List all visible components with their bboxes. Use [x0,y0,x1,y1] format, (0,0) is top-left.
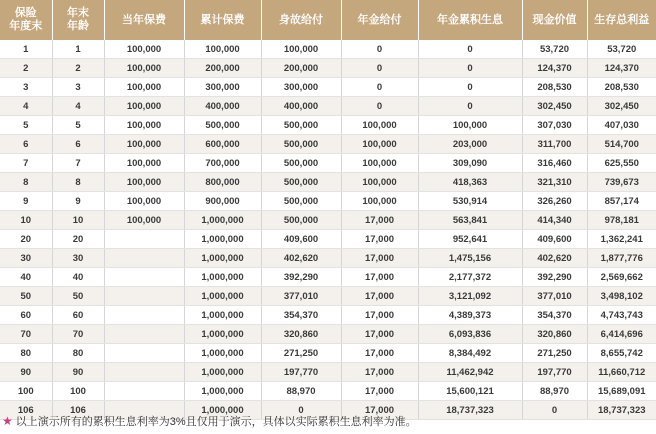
table-cell: 316,460 [522,154,587,173]
table-cell: 600,000 [184,135,261,154]
table-cell: 1 [52,40,104,59]
table-cell: 200,000 [261,59,341,78]
table-cell: 70 [52,325,104,344]
table-cell: 400,000 [261,97,341,116]
table-cell: 17,000 [341,287,418,306]
table-row [0,154,656,173]
table-cell: 2 [0,59,52,78]
table-cell: 0 [418,40,522,59]
table-cell [104,363,184,382]
column-header: 现金价值 [522,0,587,40]
table-cell: 3 [0,78,52,97]
table-cell: 53,720 [522,40,587,59]
table-cell: 208,530 [587,78,656,97]
column-header: 累计保费 [184,0,261,40]
table-cell: 400,000 [184,97,261,116]
table-row [0,211,656,230]
table-cell: 1,000,000 [184,306,261,325]
table-cell: 4,389,373 [418,306,522,325]
column-header: 年金给付 [341,0,418,40]
table-cell [104,344,184,363]
table-cell: 1,000,000 [184,363,261,382]
table-cell: 2 [52,59,104,78]
table-cell: 17,000 [341,211,418,230]
table-cell: 5 [0,116,52,135]
table-cell: 2,569,662 [587,268,656,287]
table-row [0,192,656,211]
table-cell: 100 [52,382,104,401]
table-cell: 500,000 [184,116,261,135]
table-cell: 17,000 [341,344,418,363]
table-cell: 302,450 [587,97,656,116]
table-cell: 8 [0,173,52,192]
table-cell: 321,310 [522,173,587,192]
table-cell: 530,914 [418,192,522,211]
table-cell: 17,000 [341,325,418,344]
table-cell: 409,600 [522,230,587,249]
table-cell: 4 [0,97,52,116]
table-cell: 1,000,000 [184,249,261,268]
table-row [0,249,656,268]
table-cell [104,249,184,268]
table-cell: 100,000 [104,116,184,135]
table-cell: 354,370 [522,306,587,325]
table-cell: 500,000 [261,154,341,173]
table-cell: 900,000 [184,192,261,211]
table-cell: 0 [418,59,522,78]
table-cell: 320,860 [261,325,341,344]
table-cell: 100,000 [104,154,184,173]
table-cell: 100,000 [104,211,184,230]
table-cell: 952,641 [418,230,522,249]
table-cell [104,268,184,287]
table-cell: 1,877,776 [587,249,656,268]
table-cell: 6 [52,135,104,154]
table-cell: 0 [418,78,522,97]
table-cell: 100,000 [104,135,184,154]
table-cell: 0 [418,97,522,116]
table-row [0,135,656,154]
table-cell: 100,000 [104,40,184,59]
table-cell: 124,370 [587,59,656,78]
table-row [0,287,656,306]
table-cell: 53,720 [587,40,656,59]
table-cell: 500,000 [261,173,341,192]
table-cell: 271,250 [522,344,587,363]
table-cell: 1,000,000 [184,382,261,401]
table-cell: 857,174 [587,192,656,211]
table-cell: 203,000 [418,135,522,154]
table-cell: 88,970 [522,382,587,401]
table-cell: 402,620 [522,249,587,268]
table-cell: 30 [52,249,104,268]
table-cell: 17,000 [341,363,418,382]
table-cell: 60 [0,306,52,325]
table-cell: 100,000 [184,40,261,59]
table-cell: 0 [261,401,341,420]
table-cell: 40 [52,268,104,287]
column-header: 保险 年度末 [0,0,52,40]
table-cell: 100,000 [341,116,418,135]
table-cell: 1,000,000 [184,287,261,306]
table-cell: 3,498,102 [587,287,656,306]
table-cell: 0 [341,59,418,78]
table-cell: 1,000,000 [184,401,261,420]
table-cell: 100,000 [104,173,184,192]
table-cell: 11,660,712 [587,363,656,382]
table-cell: 1,000,000 [184,230,261,249]
table-cell: 377,010 [522,287,587,306]
table-cell: 409,600 [261,230,341,249]
table-cell: 300,000 [261,78,341,97]
column-header: 生存总利益 [587,0,656,40]
table-row [0,230,656,249]
column-header: 年金累积生息 [418,0,522,40]
table-cell: 414,340 [522,211,587,230]
table-cell: 100,000 [104,192,184,211]
table-cell: 1 [0,40,52,59]
table-cell: 10 [0,211,52,230]
table-cell: 100,000 [341,173,418,192]
table-cell: 700,000 [184,154,261,173]
table-cell: 197,770 [522,363,587,382]
table-cell: 60 [52,306,104,325]
table-row [0,78,656,97]
table-cell [104,382,184,401]
table-body [0,40,656,420]
column-header: 年末 年龄 [52,0,104,40]
table-cell: 80 [52,344,104,363]
table-cell: 500,000 [261,192,341,211]
table-cell: 1,362,241 [587,230,656,249]
table-cell: 17,000 [341,306,418,325]
table-cell: 15,689,091 [587,382,656,401]
table-cell: 50 [52,287,104,306]
table-cell: 1,000,000 [184,325,261,344]
table-cell: 1,000,000 [184,211,261,230]
table-cell: 2,177,372 [418,268,522,287]
table-cell: 70 [0,325,52,344]
table-cell: 100,000 [418,116,522,135]
footnote-text: 以上演示所有的累积生息利率为3%且仅用于演示，具体以实际累积生息利率为准。 [15,416,417,428]
table-cell: 354,370 [261,306,341,325]
table-cell: 271,250 [261,344,341,363]
table-row [0,116,656,135]
table-cell: 418,363 [418,173,522,192]
table-cell: 402,620 [261,249,341,268]
table-cell: 8,384,492 [418,344,522,363]
table-cell: 1,000,000 [184,268,261,287]
table-cell: 302,450 [522,97,587,116]
table-cell: 208,530 [522,78,587,97]
footnote [2,413,417,429]
table-cell [104,325,184,344]
table-cell: 20 [52,230,104,249]
table-cell: 307,030 [522,116,587,135]
table-cell: 100 [0,382,52,401]
table-cell: 88,970 [261,382,341,401]
table-cell: 90 [0,363,52,382]
table-cell: 3 [52,78,104,97]
table-cell: 392,290 [522,268,587,287]
table-cell: 514,700 [587,135,656,154]
table-cell: 17,000 [341,230,418,249]
table-cell: 300,000 [184,78,261,97]
table-cell: 625,550 [587,154,656,173]
table-cell: 9 [52,192,104,211]
table-row [0,306,656,325]
table-cell: 100,000 [341,192,418,211]
table-cell: 50 [0,287,52,306]
table-cell: 8,655,742 [587,344,656,363]
table-cell: 30 [0,249,52,268]
table-cell: 326,260 [522,192,587,211]
table-row [0,382,656,401]
table-cell: 17,000 [341,249,418,268]
table-cell: 100,000 [104,78,184,97]
table-cell: 407,030 [587,116,656,135]
table-cell [104,230,184,249]
table-cell: 6,093,836 [418,325,522,344]
table-row [0,344,656,363]
table-cell: 124,370 [522,59,587,78]
table-cell: 6,414,696 [587,325,656,344]
table-row [0,59,656,78]
table-cell: 0 [341,40,418,59]
table-cell: 311,700 [522,135,587,154]
table-cell: 17,000 [341,268,418,287]
table-cell: 17,000 [341,382,418,401]
table-cell: 500,000 [261,135,341,154]
table-cell: 100,000 [341,154,418,173]
table-cell: 4 [52,97,104,116]
table-row [0,173,656,192]
table-cell [104,306,184,325]
table-cell: 80 [0,344,52,363]
table-cell: 7 [52,154,104,173]
table-cell: 18,737,323 [418,401,522,420]
column-header: 当年保费 [104,0,184,40]
table-cell: 15,600,121 [418,382,522,401]
table-cell: 10 [52,211,104,230]
table-cell: 1,000,000 [184,344,261,363]
table-cell: 392,290 [261,268,341,287]
table-cell: 320,860 [522,325,587,344]
table-cell: 6 [0,135,52,154]
table-cell: 0 [522,401,587,420]
table-cell: 500,000 [261,211,341,230]
table-cell: 20 [0,230,52,249]
table-cell: 563,841 [418,211,522,230]
table-cell: 200,000 [184,59,261,78]
column-header: 身故给付 [261,0,341,40]
table-cell: 100,000 [104,97,184,116]
table-row [0,325,656,344]
table-cell: 17,000 [341,401,418,420]
table-cell: 100,000 [341,135,418,154]
table-cell: 8 [52,173,104,192]
table-header-row [0,0,656,40]
table-cell: 500,000 [261,116,341,135]
table-cell: 3,121,092 [418,287,522,306]
table-cell: 106 [52,401,104,420]
table-cell: 100,000 [261,40,341,59]
table-cell: 5 [52,116,104,135]
table-cell: 4,743,743 [587,306,656,325]
table-cell: 106 [0,401,52,420]
table-cell: 90 [52,363,104,382]
table-row [0,363,656,382]
table-cell: 309,090 [418,154,522,173]
table-row [0,40,656,59]
table-cell: 377,010 [261,287,341,306]
table-cell: 7 [0,154,52,173]
table-cell [104,287,184,306]
table-cell: 978,181 [587,211,656,230]
table-cell: 0 [341,78,418,97]
table-cell: 800,000 [184,173,261,192]
table-cell: 739,673 [587,173,656,192]
table-cell: 40 [0,268,52,287]
table-cell: 100,000 [104,59,184,78]
table-row [0,268,656,287]
star-icon: ★ [2,414,13,428]
table-cell: 9 [0,192,52,211]
table-cell: 11,462,942 [418,363,522,382]
table-cell: 18,737,323 [587,401,656,420]
table-cell: 197,770 [261,363,341,382]
table-cell: 0 [341,97,418,116]
table-row [0,97,656,116]
table-cell: 1,475,156 [418,249,522,268]
